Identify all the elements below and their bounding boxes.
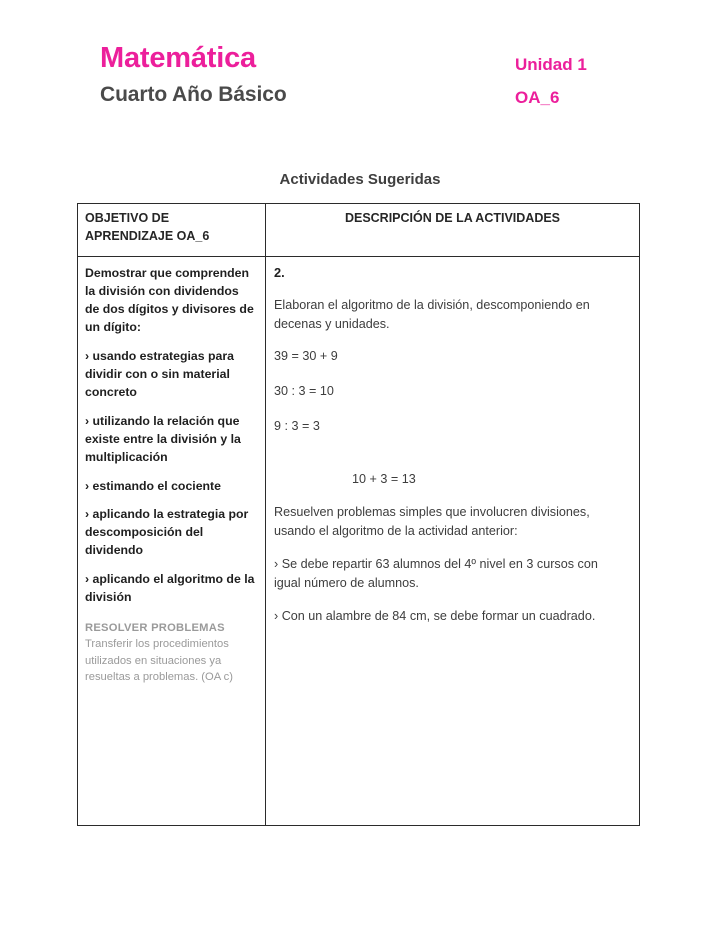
objective-cell xyxy=(78,257,266,825)
page-header xyxy=(0,0,720,150)
grade-title: Cuarto Año Básico xyxy=(100,83,287,106)
resolver-problemas-heading: RESOLVER PROBLEMAS xyxy=(85,622,225,635)
objective-bullet-1: › usando estrategias para dividir con o sin material concreto xyxy=(85,348,234,399)
equation-result: 10 + 3 = 13 xyxy=(352,472,416,487)
objective-bullet-5: › aplicando el algoritmo de la división xyxy=(85,572,255,605)
problems-intro: Resuelven problemas simples que involucren divisiones, usando el algoritmo de la actividad anterior: xyxy=(274,504,590,538)
description-cell xyxy=(266,257,639,825)
problem-item-2: › Con un alambre de 84 cm, se debe formar un cuadrado. xyxy=(274,608,596,623)
resolver-problemas-block xyxy=(85,620,255,685)
objective-intro: Demostrar que comprenden la división con dividendos de dos dígitos y divisores de un dígito: xyxy=(85,266,254,334)
activity-number: 2. xyxy=(274,265,285,280)
objective-bullet-3: › estimando el cociente xyxy=(85,478,221,493)
activity-intro: Elaboran el algoritmo de la división, descomponiendo en decenas y unidades. xyxy=(274,297,590,331)
activities-table xyxy=(77,203,640,826)
subject-title: Matemática xyxy=(100,42,256,74)
table-header-description: DESCRIPCIÓN DE LA ACTIVIDADES xyxy=(344,211,561,225)
section-title: Actividades Sugeridas xyxy=(279,171,441,188)
equation-tens-division: 30 : 3 = 10 xyxy=(274,384,334,399)
equation-units-division: 9 : 3 = 3 xyxy=(274,419,320,434)
objective-bullet-2: › utilizando la relación que existe entre la división y la multiplicación xyxy=(85,413,241,464)
table-body-row xyxy=(78,257,639,825)
table-header-row xyxy=(78,204,639,257)
oa-code-label: OA_6 xyxy=(515,88,560,107)
unit-label: Unidad 1 xyxy=(515,55,587,74)
problem-item-1: › Se debe repartir 63 alumnos del 4º nivel en 3 cursos con igual número de alumnos. xyxy=(274,556,598,590)
objective-bullet-4: › aplicando la estrategia por descomposición del dividendo xyxy=(85,507,249,558)
equation-decomposition: 39 = 30 + 9 xyxy=(274,349,338,364)
resolver-problemas-text: Transferir los procedimientos utilizados en situaciones ya resueltas a problemas. (OA c) xyxy=(85,638,233,683)
table-header-objective: OBJETIVO DE APRENDIZAJE OA_6 xyxy=(78,204,266,256)
